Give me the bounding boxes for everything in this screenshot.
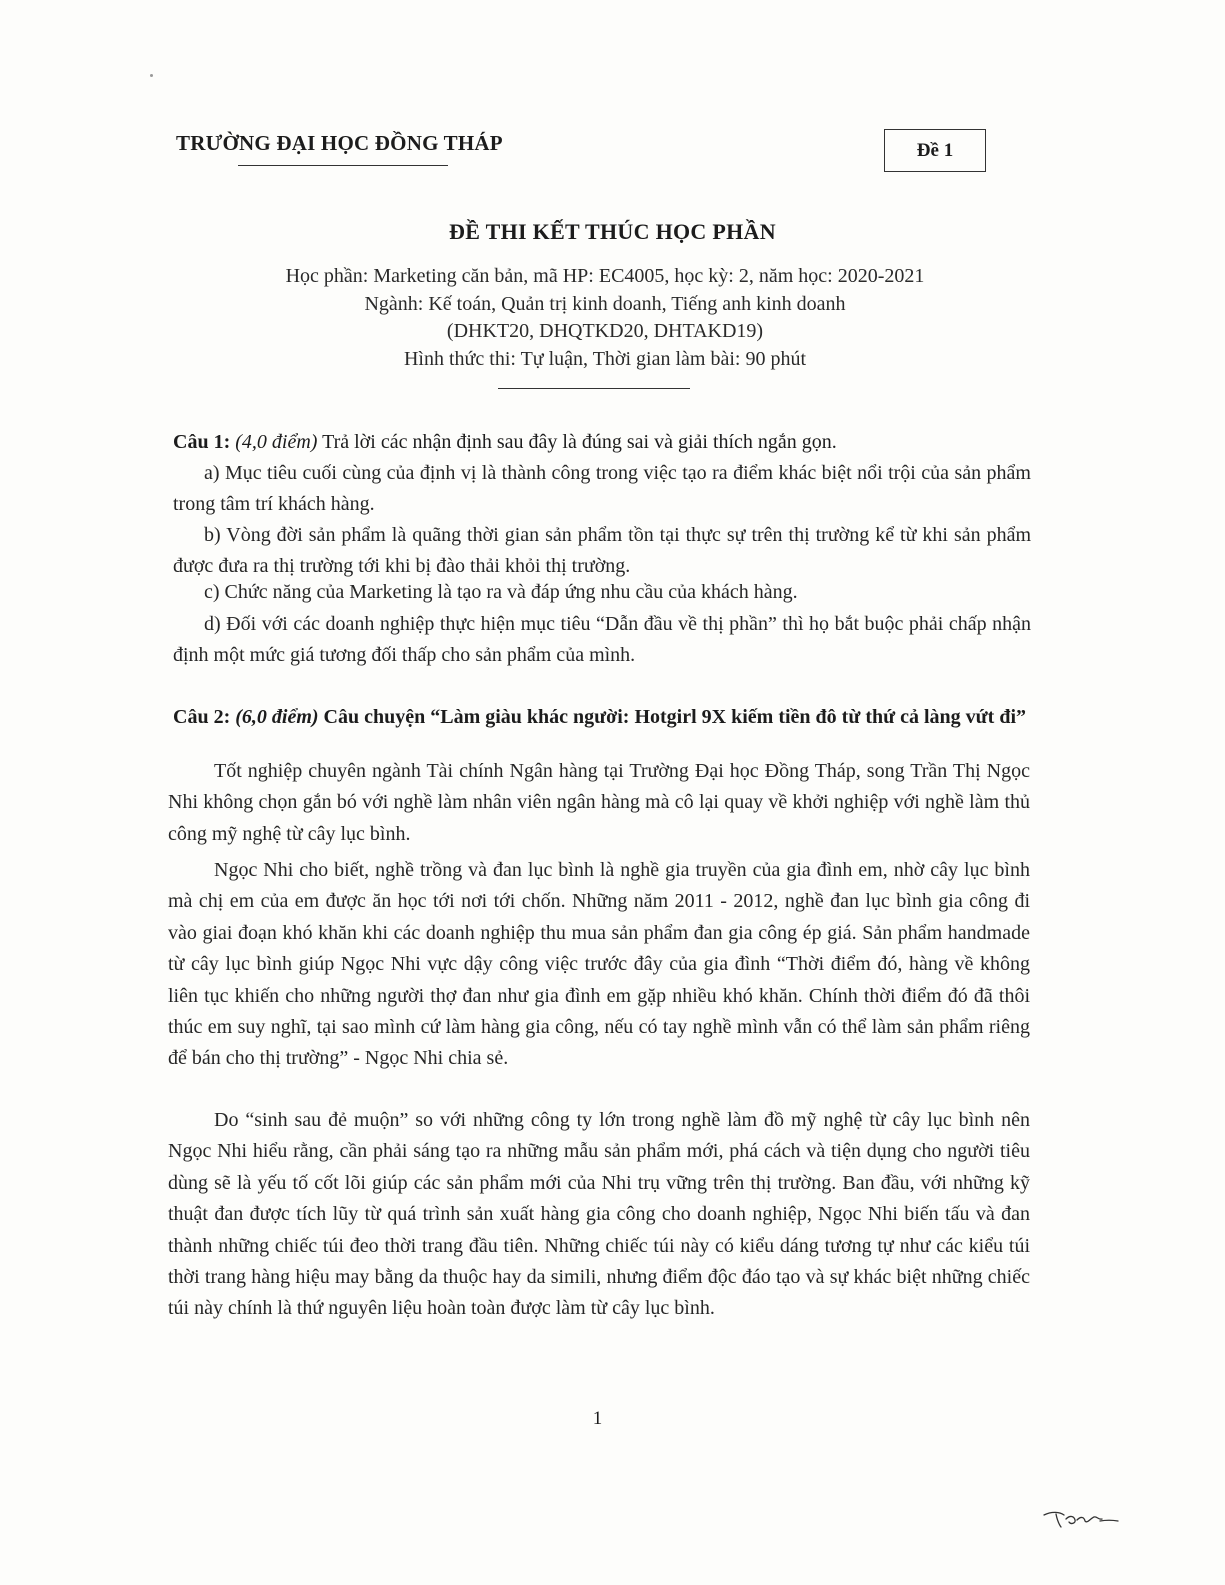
format-line: Hình thức thi: Tự luận, Thời gian làm bài: 90 phút [403, 348, 807, 370]
exam-title: ĐỀ THI KẾT THÚC HỌC PHẦN [449, 219, 776, 244]
header-divider [498, 388, 690, 389]
case-paragraph-2: Ngọc Nhi cho biết, nghề trồng và đan lục bình là nghề gia truyền của gia đình em, nhờ cây lục bình mà chị em của em được ăn học tới nơi tới chốn. Những năm 2011 - 2012, nghề đan lục bình gia công đi vào giai đoạn khó khăn khi các doanh nghiệp thu mua sản phẩm đan gia công ép giá. Sản phẩm handmade từ cây lục bình giúp Ngọc Nhi vực dậy công việc trước đây của gia đình “Thời điểm đó, hàng về không liên tục khiến cho những người thợ đan như gia đình em gặp nhiều khó khăn. Chính thời điểm đó đã thôi thúc em suy nghĩ, tại sao mình cứ làm hàng gia công, nếu có tay nghề mình vẫn có thể làm sản phẩm riêng để bán cho thị trường” - Ngọc Nhi chia sẻ. [168, 859, 1030, 1070]
school-underline [238, 165, 448, 166]
exam-code-box [884, 129, 986, 172]
course-line: Học phần: Marketing căn bản, mã HP: EC4005, học kỳ: 2, năm học: 2020-2021 [285, 265, 925, 287]
question1-heading [173, 428, 1033, 456]
question1-prompt: Trả lời các nhận định sau đây là đúng sai và giải thích ngắn gọn. [322, 431, 837, 453]
question1-label: Câu 1: [173, 431, 231, 453]
case-paragraph-3: Do “sinh sau đẻ muộn” so với những công ty lớn trong nghề làm đồ mỹ nghệ từ cây lục bình nên Ngọc Nhi hiểu rằng, cần phải sáng tạo ra những mẫu sản phẩm mới, phá cách và tiện dụng cho người tiêu dùng sẽ là yếu tố cốt lõi giúp các sản phẩm mới của Nhi trụ vững trên thị trường. Ban đầu, với những kỹ thuật đan được tích lũy từ quá trình sản xuất hàng gia công cho doanh nghiệp, Ngọc Nhi biến tấu và đan thành những chiếc túi đeo thời trang đầu tiên. Những chiếc túi này có kiểu dáng tương tự như các kiểu túi thời trang hàng hiệu may bằng da thuộc hay da simili, nhưng điểm độc đáo tạo và sự khác biệt những chiếc túi này chính là thứ nguyên liệu hoàn toàn được làm từ cây lục bình. [168, 1109, 1030, 1320]
question1-item-d: d) Đối với các doanh nghiệp thực hiện mục tiêu “Dẫn đầu về thị phần” thì họ bắt buộc phải chấp nhận định một mức giá tương đối thấp cho sản phẩm của mình. [173, 613, 1031, 666]
question2-label: Câu 2: [173, 706, 231, 728]
school-name: TRƯỜNG ĐẠI HỌC ĐỒNG THÁP [176, 131, 503, 155]
exam-code: Đề 1 [916, 139, 954, 161]
classes-line: (DHKT20, DHQTKD20, DHTAKD19) [446, 320, 764, 342]
signature-mark [1042, 1505, 1122, 1531]
question2-title: Câu chuyện “Làm giàu khác người: Hotgirl 9X kiếm tiền đô từ thứ cả làng vứt đi” [323, 706, 1027, 728]
major-line: Ngành: Kế toán, Quản trị kinh doanh, Tiếng anh kinh doanh [364, 293, 846, 315]
question1-item-a: a) Mục tiêu cuối cùng của định vị là thành công trong việc tạo ra điểm khác biệt nổi trội của sản phẩm trong tâm trí khách hàng. [173, 462, 1031, 515]
question2-heading [173, 702, 1031, 732]
question1-item-c: c) Chức năng của Marketing là tạo ra và đáp ứng nhu cầu của khách hàng. [204, 581, 798, 603]
case-paragraph-1: Tốt nghiệp chuyên ngành Tài chính Ngân hàng tại Trường Đại học Đồng Tháp, song Trần Thị Ngọc Nhi không chọn gắn bó với nghề làm nhân viên ngân hàng mà cô lại quay về khởi nghiệp với nghề làm thủ công mỹ nghệ từ cây lục bình. [168, 760, 1030, 845]
page-number: 1 [592, 1408, 603, 1429]
question1-points: (4,0 điểm) [235, 431, 318, 453]
question2-points: (6,0 điểm) [235, 706, 319, 728]
scan-speck [150, 74, 153, 77]
question1-item-b: b) Vòng đời sản phẩm là quãng thời gian sản phẩm tồn tại thực sự trên thị trường kể từ khi sản phẩm được đưa ra thị trường tới khi bị đào thải khỏi thị trường. [173, 524, 1031, 577]
